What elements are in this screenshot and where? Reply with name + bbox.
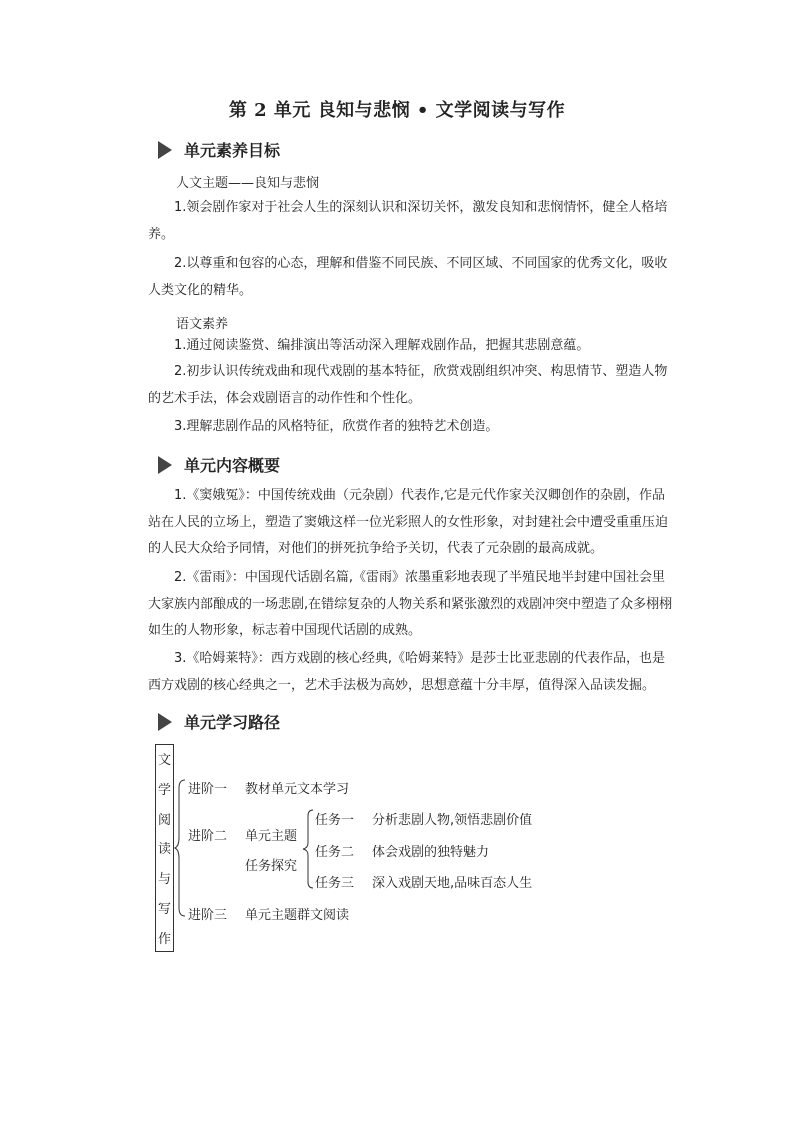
task-3-text: 深入戏剧天地,品味百态人生 bbox=[372, 876, 533, 891]
task-3-label: 任务三 bbox=[315, 876, 355, 891]
subheading-literacy: 语文素养 bbox=[176, 317, 229, 332]
goal-paragraph-4: 2.初步认识传统戏曲和现代戏剧的基本特征，欣赏戏剧组织冲突、构思情节、塑造人物的艺术手法，体会戏剧语言的动作性和个性化。 bbox=[148, 364, 668, 406]
section-heading-label: 单元素养目标 bbox=[184, 141, 281, 160]
stage-3-label: 进阶三 bbox=[188, 908, 228, 923]
stage-1-text: 教材单元文本学习 bbox=[245, 782, 350, 797]
section-heading-path bbox=[158, 710, 280, 733]
vertical-char: 阅 bbox=[157, 812, 171, 828]
goal-paragraph-5: 3.理解悲剧作品的风格特征，欣赏作者的独特艺术创造。 bbox=[174, 419, 499, 434]
task-2-label: 任务二 bbox=[315, 845, 355, 860]
triangle-bullet-icon bbox=[158, 713, 172, 731]
vertical-char: 与 bbox=[157, 872, 171, 888]
stage-2-text-2: 任务探究 bbox=[245, 859, 298, 874]
section-heading-overview bbox=[158, 453, 280, 476]
stage-2-label: 进阶二 bbox=[188, 829, 228, 844]
overview-paragraph-3: 3.《哈姆莱特》：西方戏剧的核心经典,《哈姆莱特》是莎士比亚悲剧的代表作品，也是西方戏剧的核心经典之一，艺术手法极为高妙，思想意蕴十分丰厚，值得深入品读发掘。 bbox=[148, 651, 666, 693]
overview-paragraph-1: 1.《窦娥冤》：中国传统戏曲（元杂剧）代表作,它是元代作家关汉卿创作的杂剧，作品站在人民的立场上，塑造了窦娥这样一位光彩照人的女性形象，对封建社会中遭受重重压迫的人民大众给予同情，对他们的拼死抗争给予关切，代表了元杂剧的最高成就。 bbox=[148, 488, 669, 556]
subheading-humanities: 人文主题——良知与悲悯 bbox=[176, 176, 320, 191]
section-heading-goals bbox=[158, 138, 280, 161]
vertical-char: 作 bbox=[157, 931, 171, 947]
page-title: 第 2 单元 良知与悲悯 • 文学阅读与写作 bbox=[228, 100, 566, 121]
task-2-text: 体会戏剧的独特魅力 bbox=[372, 845, 490, 860]
stage-1-label: 进阶一 bbox=[188, 782, 228, 797]
task-brace bbox=[303, 808, 315, 890]
stage-3-text: 单元主题群文阅读 bbox=[245, 908, 350, 923]
vertical-char: 学 bbox=[157, 782, 171, 798]
vertical-label-box bbox=[155, 744, 174, 952]
vertical-char: 读 bbox=[157, 842, 171, 858]
triangle-bullet-icon bbox=[158, 141, 172, 159]
task-1-label: 任务一 bbox=[315, 813, 355, 828]
section-heading-label: 单元内容概要 bbox=[184, 456, 281, 475]
vertical-char: 文 bbox=[157, 753, 171, 768]
task-1-text: 分析悲剧人物,领悟悲剧价值 bbox=[372, 813, 533, 828]
vertical-char: 写 bbox=[157, 902, 171, 918]
overview-paragraph-2: 2.《雷雨》：中国现代话剧名篇,《雷雨》浓墨重彩地表现了半殖民地半封建中国社会里大家族内部酿成的一场悲剧,在错综复杂的人物关系和紧张激烈的戏剧冲突中塑造了众多栩栩如生的人物形象，标志着中国现代话剧的成熟。 bbox=[148, 570, 673, 638]
main-brace bbox=[175, 778, 187, 918]
goal-paragraph-1: 1.领会剧作家对于社会人生的深刻认识和深切关怀，激发良知和悲悯情怀，健全人格培养。 bbox=[148, 200, 668, 242]
section-heading-label: 单元学习路径 bbox=[184, 713, 281, 732]
stage-2-text-1: 单元主题 bbox=[245, 829, 298, 844]
triangle-bullet-icon bbox=[158, 456, 172, 474]
goal-paragraph-3: 1.通过阅读鉴赏、编排演出等活动深入理解戏剧作品，把握其悲剧意蕴。 bbox=[174, 338, 590, 353]
goal-paragraph-2: 2.以尊重和包容的心态，理解和借鉴不同民族、不同区域、不同国家的优秀文化，吸收人类文化的精华。 bbox=[148, 256, 668, 298]
